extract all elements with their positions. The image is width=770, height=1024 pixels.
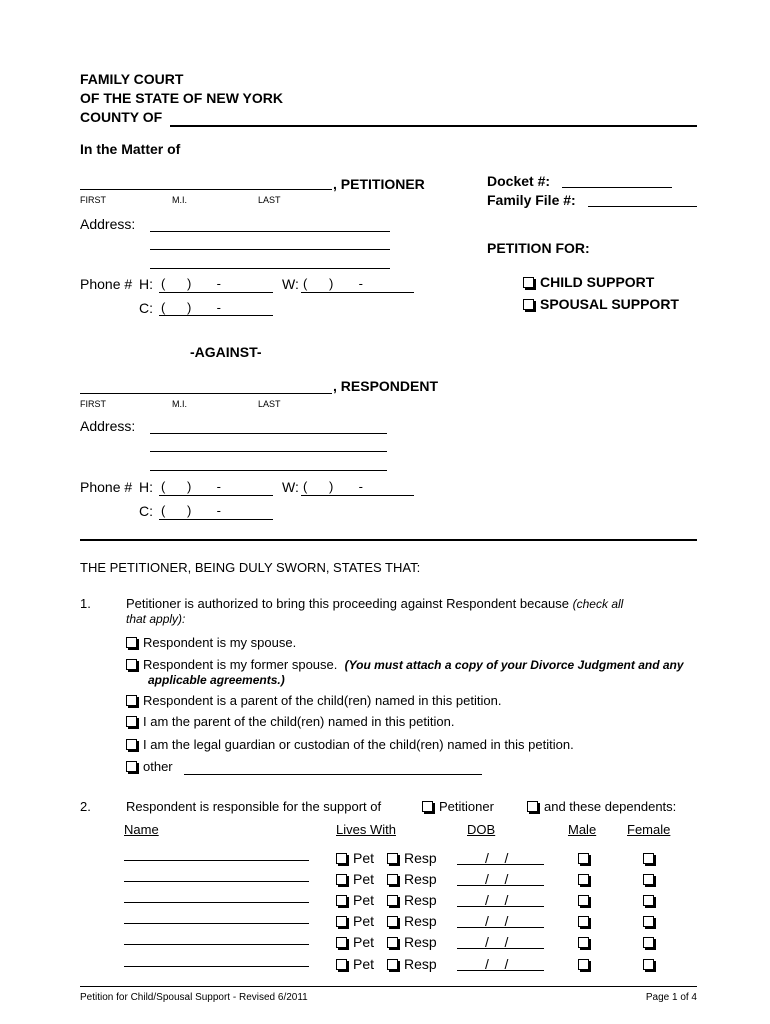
dob-line: [457, 885, 544, 886]
county-field[interactable]: [170, 125, 697, 127]
court-name-line2: OF THE STATE OF NEW YORK: [80, 90, 283, 106]
petitioner-role: , PETITIONER: [333, 176, 425, 192]
checkbox[interactable]: [387, 895, 398, 906]
lives-with-resp[interactable]: [387, 850, 437, 866]
respondent-mi-caption: M.I.: [172, 399, 187, 409]
footer-rule: [80, 986, 697, 987]
sworn-statement: THE PETITIONER, BEING DULY SWORN, STATES THAT:: [80, 560, 421, 575]
other-reason-field[interactable]: [184, 774, 482, 775]
footer-form-name: Petition for Child/Spousal Support - Revised 6/2011: [80, 992, 308, 1003]
respondent-h-label: H:: [139, 479, 153, 495]
respondent-home-phone-line: [159, 495, 273, 496]
family-file-field[interactable]: [588, 206, 697, 207]
respondent-phone-label: Phone #: [80, 479, 133, 495]
dob-field[interactable]: / /: [485, 913, 509, 929]
checkbox[interactable]: [387, 853, 398, 864]
male-checkbox[interactable]: [578, 892, 595, 908]
dob-field[interactable]: / /: [485, 850, 509, 866]
female-checkbox[interactable]: [643, 850, 660, 866]
checkbox[interactable]: [643, 959, 654, 970]
item1-note: (check all: [572, 597, 624, 611]
petitioner-name-field[interactable]: [80, 189, 332, 190]
divorce-note: (You must attach a copy of your Divorce Judgment and any: [344, 658, 684, 672]
checkbox[interactable]: [126, 761, 137, 772]
dob-field[interactable]: / /: [485, 956, 509, 972]
petitioner-cell-phone[interactable]: ( ) -: [161, 300, 221, 315]
pet-label: Pet: [353, 956, 375, 972]
section-divider: [80, 539, 697, 541]
male-checkbox[interactable]: [578, 913, 595, 929]
pet-label: Pet: [353, 871, 375, 887]
petitioner-first-caption: FIRST: [80, 195, 106, 205]
authority-option-parent-of-children[interactable]: [126, 693, 501, 708]
child-support-checkbox[interactable]: [523, 277, 534, 288]
pet-label: Pet: [353, 913, 375, 929]
option-label: I am the legal guardian or custodian of the child(ren) named in this petition.: [143, 737, 574, 752]
against-label: -AGAINST-: [190, 344, 262, 360]
respondent-address-label: Address:: [80, 418, 136, 434]
respondent-w-label: W:: [282, 479, 299, 495]
checkbox[interactable]: [643, 874, 654, 885]
col-female: Female: [627, 822, 671, 837]
female-checkbox[interactable]: [643, 892, 660, 908]
dependent-name-field[interactable]: [124, 966, 309, 967]
resp-label: Resp: [404, 892, 437, 908]
petitioner-address-line2[interactable]: [150, 249, 390, 250]
petitioner-address-label: Address:: [80, 216, 136, 232]
dob-line: [457, 970, 544, 971]
option-label: Respondent is my former spouse.: [143, 657, 338, 672]
child-support-label: CHILD SUPPORT: [540, 274, 655, 290]
lives-with-pet[interactable]: [336, 850, 374, 866]
authority-option-former-spouse[interactable]: [126, 657, 684, 672]
female-checkbox[interactable]: [643, 956, 660, 972]
male-checkbox[interactable]: [578, 871, 595, 887]
child-support-option[interactable]: [523, 274, 654, 290]
resp-label: Resp: [404, 871, 437, 887]
checkbox[interactable]: [126, 739, 137, 750]
resp-label: Resp: [404, 913, 437, 929]
docket-field[interactable]: [562, 187, 672, 188]
female-checkbox[interactable]: [643, 934, 660, 950]
respondent-first-caption: FIRST: [80, 399, 106, 409]
checkbox[interactable]: [126, 659, 137, 670]
petitioner-cell-phone-line: [159, 315, 273, 316]
respondent-address-line1[interactable]: [150, 433, 387, 434]
petitioner-address-line1[interactable]: [150, 231, 390, 232]
checkbox[interactable]: [422, 801, 433, 812]
family-file-label: Family File #:: [487, 192, 576, 208]
lives-with-pet[interactable]: [336, 934, 374, 950]
col-male: Male: [568, 822, 597, 837]
checkbox[interactable]: [126, 716, 137, 727]
petitioner-address-line3[interactable]: [150, 268, 390, 269]
petitioner-last-caption: LAST: [258, 195, 281, 205]
checkbox[interactable]: [336, 895, 347, 906]
option-label: Petitioner: [439, 799, 494, 814]
checkbox[interactable]: [578, 916, 589, 927]
respondent-cell-phone[interactable]: ( ) -: [161, 503, 221, 518]
checkbox[interactable]: [387, 874, 398, 885]
lives-with-pet[interactable]: [336, 871, 374, 887]
lives-with-resp[interactable]: [387, 934, 437, 950]
support-dependents-option[interactable]: [527, 799, 676, 814]
male-checkbox[interactable]: [578, 850, 595, 866]
resp-label: Resp: [404, 850, 437, 866]
checkbox[interactable]: [578, 874, 589, 885]
dob-field[interactable]: / /: [485, 892, 509, 908]
dob-line: [457, 864, 544, 865]
court-name-line1: FAMILY COURT: [80, 71, 184, 87]
petitioner-work-phone-line: [301, 292, 414, 293]
pet-label: Pet: [353, 934, 375, 950]
lives-with-pet[interactable]: [336, 892, 374, 908]
matter-label: In the Matter of: [80, 141, 181, 157]
item1-number: 1.: [80, 596, 91, 611]
respondent-name-field[interactable]: [80, 393, 332, 394]
respondent-home-phone[interactable]: ( ) -: [161, 479, 221, 494]
checkbox[interactable]: [578, 959, 589, 970]
resp-label: Resp: [404, 956, 437, 972]
checkbox[interactable]: [336, 937, 347, 948]
petitioner-c-label: C:: [139, 300, 153, 316]
dependent-name-field[interactable]: [124, 902, 309, 903]
checkbox[interactable]: [643, 937, 654, 948]
county-label: COUNTY OF: [80, 109, 163, 125]
authority-option-i-am-parent[interactable]: [126, 714, 454, 729]
respondent-last-caption: LAST: [258, 399, 281, 409]
respondent-role: , RESPONDENT: [333, 378, 439, 394]
option-label: Respondent is my spouse.: [143, 635, 297, 650]
checkbox[interactable]: [578, 937, 589, 948]
lives-with-resp[interactable]: [387, 892, 437, 908]
option-label: and these dependents:: [544, 799, 677, 814]
support-petitioner-option[interactable]: [422, 799, 494, 814]
col-dob: DOB: [467, 822, 496, 837]
dob-line: [457, 927, 544, 928]
checkbox[interactable]: [643, 895, 654, 906]
lives-with-resp[interactable]: [387, 956, 437, 972]
spousal-support-label: SPOUSAL SUPPORT: [540, 296, 679, 312]
dob-field[interactable]: / /: [485, 871, 509, 887]
lives-with-resp[interactable]: [387, 871, 437, 887]
checkbox[interactable]: [578, 853, 589, 864]
item1-text: [126, 596, 623, 611]
divorce-note-line2: applicable agreements.): [148, 673, 285, 687]
dependent-name-field[interactable]: [124, 923, 309, 924]
checkbox[interactable]: [336, 959, 347, 970]
dependent-name-field[interactable]: [124, 881, 309, 882]
respondent-work-phone[interactable]: ( ) -: [303, 479, 363, 494]
spousal-support-checkbox[interactable]: [523, 299, 534, 310]
item1-note-line2: that apply):: [126, 612, 186, 626]
pet-label: Pet: [353, 850, 375, 866]
respondent-address-line3[interactable]: [150, 470, 387, 471]
checkbox[interactable]: [387, 959, 398, 970]
respondent-c-label: C:: [139, 503, 153, 519]
petitioner-phone-label: Phone #: [80, 276, 133, 292]
checkbox[interactable]: [578, 895, 589, 906]
option-label: I am the parent of the child(ren) named in this petition.: [143, 714, 455, 729]
checkbox[interactable]: [643, 916, 654, 927]
item2-text: Respondent is responsible for the support of: [126, 799, 382, 814]
dob-line: [457, 906, 544, 907]
respondent-work-phone-line: [301, 495, 414, 496]
petition-for-label: PETITION FOR:: [487, 240, 590, 256]
spousal-support-option[interactable]: [523, 296, 679, 312]
petitioner-h-label: H:: [139, 276, 153, 292]
option-label: Respondent is a parent of the child(ren) named in this petition.: [143, 693, 502, 708]
option-label: other: [143, 759, 173, 774]
petitioner-home-phone[interactable]: ( ) -: [161, 276, 221, 291]
checkbox[interactable]: [643, 853, 654, 864]
petitioner-mi-caption: M.I.: [172, 195, 187, 205]
petitioner-home-phone-line: [159, 292, 273, 293]
checkbox[interactable]: [336, 853, 347, 864]
authority-option-guardian[interactable]: [126, 737, 574, 752]
resp-label: Resp: [404, 934, 437, 950]
lives-with-pet[interactable]: [336, 913, 374, 929]
authority-option-other[interactable]: [126, 759, 173, 774]
female-checkbox[interactable]: [643, 913, 660, 929]
dependent-name-field[interactable]: [124, 860, 309, 861]
col-name: Name: [124, 822, 159, 837]
dob-line: [457, 948, 544, 949]
pet-label: Pet: [353, 892, 375, 908]
lives-with-resp[interactable]: [387, 913, 437, 929]
checkbox[interactable]: [126, 637, 137, 648]
checkbox[interactable]: [126, 695, 137, 706]
petitioner-work-phone[interactable]: ( ) -: [303, 276, 363, 291]
checkbox[interactable]: [336, 874, 347, 885]
checkbox[interactable]: [336, 916, 347, 927]
dependent-name-field[interactable]: [124, 944, 309, 945]
petitioner-w-label: W:: [282, 276, 299, 292]
docket-label: Docket #:: [487, 173, 551, 189]
item1-text-main: Petitioner is authorized to bring this proceeding against Respondent because: [126, 596, 570, 611]
female-checkbox[interactable]: [643, 871, 660, 887]
male-checkbox[interactable]: [578, 934, 595, 950]
col-lives-with: Lives With: [336, 822, 396, 837]
respondent-cell-phone-line: [159, 519, 273, 520]
male-checkbox[interactable]: [578, 956, 595, 972]
dob-field[interactable]: / /: [485, 934, 509, 950]
respondent-address-line2[interactable]: [150, 451, 387, 452]
checkbox[interactable]: [527, 801, 538, 812]
lives-with-pet[interactable]: [336, 956, 374, 972]
footer-page-number: Page 1 of 4: [645, 992, 697, 1003]
authority-option-spouse[interactable]: [126, 635, 296, 650]
checkbox[interactable]: [387, 937, 398, 948]
checkbox[interactable]: [387, 916, 398, 927]
item2-number: 2.: [80, 799, 91, 814]
